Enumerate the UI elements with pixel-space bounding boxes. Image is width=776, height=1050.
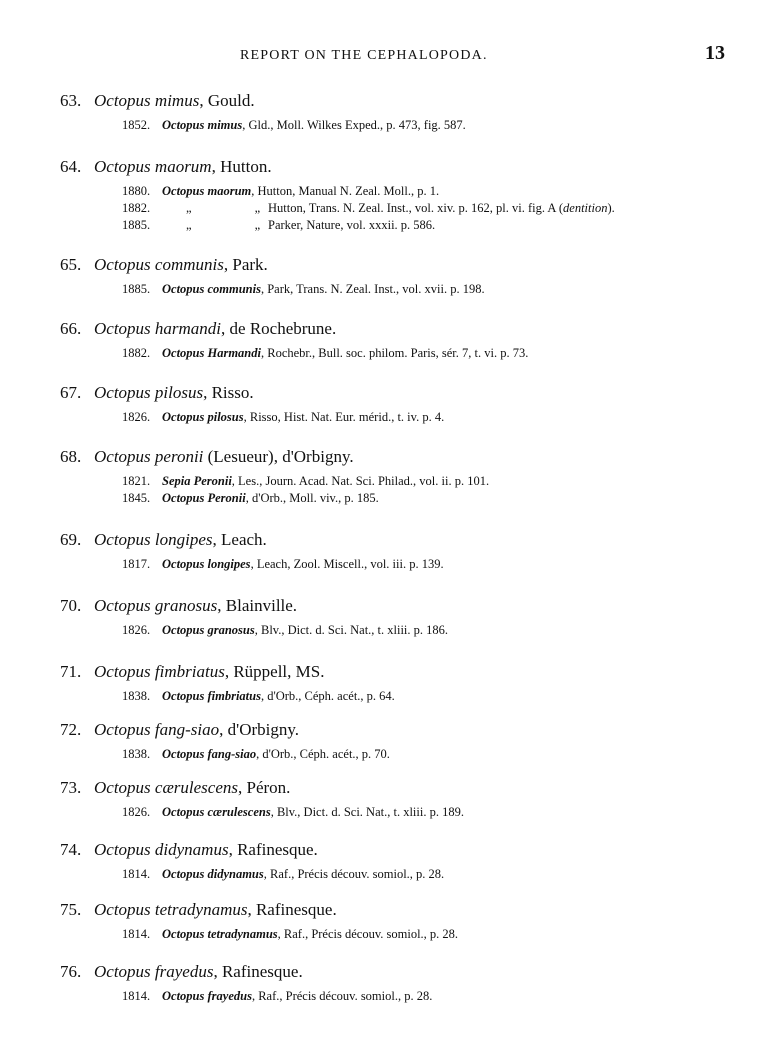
species-entry — [60, 839, 776, 883]
reference-citation: , Raf., Précis découv. somiol., p. 28. — [251, 989, 433, 1003]
reference-citation-end: ). — [607, 201, 615, 215]
species-entry — [60, 961, 776, 1005]
reference-year: 1845. — [122, 491, 151, 505]
reference-species: Octopus fimbriatus — [162, 689, 261, 703]
reference-species: Octopus cærulescens — [162, 805, 271, 819]
page-number: 13 — [705, 42, 725, 64]
reference-species: Octopus fang-siao — [162, 747, 257, 761]
reference-year: 1880. — [122, 184, 151, 198]
reference-line — [122, 217, 776, 234]
entry-number: 65. — [60, 255, 82, 274]
reference-year: 1838. — [122, 747, 151, 761]
reference-line — [122, 866, 776, 883]
species-author: , Park. — [223, 255, 268, 274]
reference-detail: dentition — [563, 201, 608, 215]
reference-citation: , Raf., Précis découv. somiol., p. 28. — [263, 867, 445, 881]
entry-number: 68. — [60, 447, 82, 466]
entry-number: 69. — [60, 530, 82, 549]
reference-species: Octopus maorum — [162, 184, 252, 198]
entry-heading — [60, 719, 776, 741]
reference-year: 1826. — [122, 805, 151, 819]
species-author: (Lesueur), d'Orbigny. — [203, 447, 354, 466]
reference-species: Sepia Peronii — [162, 474, 232, 488]
species-entry — [60, 446, 776, 507]
reference-citation: , d'Orb., Céph. acét., p. 70. — [256, 747, 390, 761]
reference-citation: , Hutton, Manual N. Zeal. Moll., p. 1. — [251, 184, 440, 198]
reference-list — [122, 117, 776, 134]
species-name: Octopus cærulescens — [94, 778, 239, 797]
reference-line — [122, 688, 776, 705]
reference-citation: , Gld., Moll. Wilkes Exped., p. 473, fig. 587. — [242, 118, 466, 132]
species-name: Octopus harmandi — [94, 319, 222, 338]
entry-heading — [60, 839, 776, 861]
entry-heading — [60, 899, 776, 921]
species-entry — [60, 156, 776, 234]
reference-species: Octopus granosus — [162, 623, 255, 637]
reference-year: 1821. — [122, 474, 151, 488]
reference-line — [122, 988, 776, 1005]
reference-citation: , Les., Journ. Acad. Nat. Sci. Philad., vol. ii. p. 101. — [231, 474, 490, 488]
reference-species: Octopus tetradynamus — [162, 927, 278, 941]
species-author: , de Rochebrune. — [221, 319, 337, 338]
species-name: Octopus longipes — [94, 530, 213, 549]
reference-year: 1826. — [122, 623, 151, 637]
ditto-marks: „ „ — [186, 218, 291, 232]
species-entry — [60, 254, 776, 298]
reference-line — [122, 622, 776, 639]
reference-list — [122, 281, 776, 298]
species-name: Octopus frayedus — [94, 962, 214, 981]
entry-number: 64. — [60, 157, 82, 176]
species-list — [0, 90, 776, 1005]
reference-list — [122, 988, 776, 1005]
entry-heading — [60, 156, 776, 178]
reference-citation: , Risso, Hist. Nat. Eur. mérid., t. iv. p. 4. — [243, 410, 445, 424]
entry-number: 76. — [60, 962, 82, 981]
reference-citation: , Park, Trans. N. Zeal. Inst., vol. xvii. p. 198. — [260, 282, 485, 296]
reference-list — [122, 473, 776, 507]
species-name: Octopus tetradynamus — [94, 900, 248, 919]
reference-year: 1814. — [122, 927, 151, 941]
reference-line — [122, 746, 776, 763]
reference-line — [122, 556, 776, 573]
species-name: Octopus didynamus — [94, 840, 229, 859]
reference-species: Octopus Peronii — [162, 491, 246, 505]
species-entry — [60, 661, 776, 705]
reference-line — [122, 200, 776, 217]
entry-number: 74. — [60, 840, 82, 859]
reference-year: 1885. — [122, 218, 151, 232]
reference-list — [122, 688, 776, 705]
reference-list — [122, 556, 776, 573]
reference-line — [122, 183, 776, 200]
species-entry — [60, 529, 776, 573]
species-name: Octopus granosus — [94, 596, 218, 615]
entry-heading — [60, 529, 776, 551]
reference-list — [122, 926, 776, 943]
species-name: Octopus fang-siao — [94, 720, 220, 739]
reference-line — [122, 473, 776, 490]
reference-citation: , d'Orb., Céph. acét., p. 64. — [260, 689, 395, 703]
reference-citation: Parker, Nature, vol. xxxii. p. 586. — [268, 218, 436, 232]
entry-heading — [60, 777, 776, 799]
entry-heading — [60, 90, 776, 112]
reference-list — [122, 746, 776, 763]
reference-year: 1826. — [122, 410, 151, 424]
reference-citation: , d'Orb., Moll. viv., p. 185. — [245, 491, 379, 505]
reference-year: 1885. — [122, 282, 151, 296]
species-entry — [60, 90, 776, 134]
entry-heading — [60, 446, 776, 468]
reference-citation: , Blv., Dict. d. Sci. Nat., t. xliii. p. 186. — [254, 623, 449, 637]
species-author: , Péron. — [238, 778, 291, 797]
running-title: REPORT ON THE CEPHALOPODA. — [240, 48, 488, 63]
species-author: , d'Orbigny. — [219, 720, 300, 739]
reference-line — [122, 409, 776, 426]
species-author: , Leach. — [212, 530, 267, 549]
page-header — [0, 42, 776, 66]
entry-number: 67. — [60, 383, 82, 402]
reference-species: Octopus pilosus — [162, 410, 244, 424]
reference-year: 1814. — [122, 867, 151, 881]
reference-species: Octopus longipes — [162, 557, 251, 571]
species-author: , Risso. — [203, 383, 254, 402]
entry-number: 70. — [60, 596, 82, 615]
species-author: , Rafinesque. — [213, 962, 303, 981]
reference-line — [122, 804, 776, 821]
reference-year: 1882. — [122, 346, 151, 360]
reference-list — [122, 622, 776, 639]
species-name: Octopus fimbriatus — [94, 662, 225, 681]
species-author: , Blainville. — [217, 596, 298, 615]
reference-year: 1817. — [122, 557, 151, 571]
reference-citation: , Leach, Zool. Miscell., vol. iii. p. 139. — [250, 557, 444, 571]
entry-number: 63. — [60, 91, 82, 110]
species-name: Octopus pilosus — [94, 383, 204, 402]
reference-species: Octopus Harmandi — [162, 346, 261, 360]
reference-year: 1882. — [122, 201, 151, 215]
entry-number: 66. — [60, 319, 82, 338]
reference-list — [122, 409, 776, 426]
species-entry — [60, 382, 776, 426]
species-entry — [60, 899, 776, 943]
species-author: , Rafinesque. — [228, 840, 318, 859]
species-entry — [60, 595, 776, 639]
reference-year: 1814. — [122, 989, 151, 1003]
reference-list — [122, 183, 776, 234]
reference-line — [122, 281, 776, 298]
entry-heading — [60, 382, 776, 404]
reference-species: Octopus didynamus — [162, 867, 264, 881]
reference-citation: , Rochebr., Bull. soc. philom. Paris, sér. 7, t. vi. p. 73. — [260, 346, 529, 360]
species-author: , Hutton. — [211, 157, 272, 176]
species-author: , Gould. — [199, 91, 255, 110]
reference-line — [122, 117, 776, 134]
reference-year: 1852. — [122, 118, 151, 132]
reference-line — [122, 926, 776, 943]
species-name: Octopus communis — [94, 255, 224, 274]
reference-species: Octopus mimus — [162, 118, 243, 132]
reference-citation: Hutton, Trans. N. Zeal. Inst., vol. xiv. p. 162, pl. vi. fig. A ( — [268, 201, 564, 215]
reference-list — [122, 345, 776, 362]
species-entry — [60, 719, 776, 763]
entry-number: 73. — [60, 778, 82, 797]
reference-line — [122, 345, 776, 362]
ditto-marks: „ „ — [186, 201, 291, 215]
entry-heading — [60, 254, 776, 276]
reference-species: Octopus communis — [162, 282, 261, 296]
species-author: , Rafinesque. — [247, 900, 337, 919]
entry-heading — [60, 961, 776, 983]
entry-heading — [60, 661, 776, 683]
species-entry — [60, 777, 776, 821]
reference-list — [122, 866, 776, 883]
entry-heading — [60, 595, 776, 617]
reference-citation: , Blv., Dict. d. Sci. Nat., t. xliii. p. 189. — [270, 805, 464, 819]
entry-number: 72. — [60, 720, 82, 739]
reference-species: Octopus frayedus — [162, 989, 252, 1003]
species-name: Octopus mimus — [94, 91, 200, 110]
reference-citation: , Raf., Précis découv. somiol., p. 28. — [277, 927, 459, 941]
species-entry — [60, 318, 776, 362]
reference-year: 1838. — [122, 689, 151, 703]
reference-line — [122, 490, 776, 507]
entry-heading — [60, 318, 776, 340]
entry-number: 75. — [60, 900, 82, 919]
species-name: Octopus maorum — [94, 157, 212, 176]
species-name: Octopus peronii — [94, 447, 204, 466]
entry-number: 71. — [60, 662, 82, 681]
reference-list — [122, 804, 776, 821]
species-author: , Rüppell, MS. — [224, 662, 325, 681]
